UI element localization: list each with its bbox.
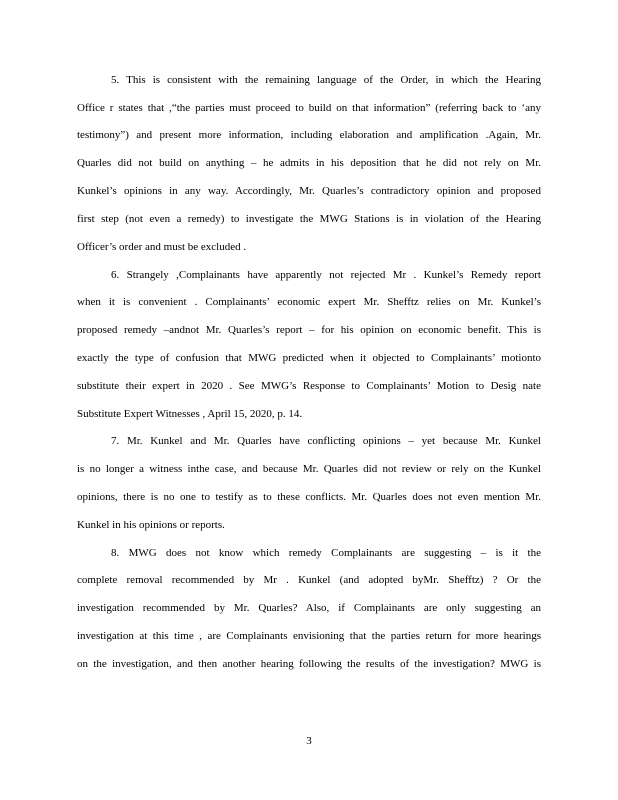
paragraph-line: Office r states that ,“the parties must proceed to build on that information” (referring back to ‘any	[77, 102, 541, 114]
paragraph-line: 8. MWG does not know which remedy Complainants are suggesting – is it the	[111, 547, 541, 559]
paragraph-line: testimony”) and present more information, including elaboration and amplification .Again, Mr.	[77, 129, 541, 141]
paragraph-line: when it is convenient . Complainants’ economic expert Mr. Shefftz relies on Mr. Kunkel’s	[77, 296, 541, 308]
paragraph-line: opinions, there is no one to testify as to these conflicts. Mr. Quarles does not even mention Mr.	[77, 491, 541, 503]
paragraph-line: investigation at this time , are Complainants envisioning that the parties return for more hearings	[77, 630, 541, 642]
paragraph-line: 7. Mr. Kunkel and Mr. Quarles have conflicting opinions – yet because Mr. Kunkel	[111, 435, 541, 447]
paragraph-line: investigation recommended by Mr. Quarles? Also, if Complainants are only suggesting an	[77, 602, 541, 614]
paragraph-line: proposed remedy –andnot Mr. Quarles’s report – for his opinion on economic benefit. This is	[77, 324, 541, 336]
paragraph-line: Kunkel in his opinions or reports.	[77, 519, 225, 531]
paragraph-line: 5. This is consistent with the remaining language of the Order, in which the Hearing	[111, 74, 541, 86]
paragraph-line: substitute their expert in 2020 . See MWG’s Response to Complainants’ Motion to Desig nate	[77, 380, 541, 392]
paragraph-line: first step (not even a remedy) to investigate the MWG Stations is in violation of the Hearing	[77, 213, 541, 225]
paragraph-line: Substitute Expert Witnesses , April 15, 2020, p. 14.	[77, 408, 303, 420]
paragraph-line: Kunkel’s opinions in any way. Accordingly, Mr. Quarles’s contradictory opinion and proposed	[77, 185, 541, 197]
paragraph-line: exactly the type of confusion that MWG predicted when it objected to Complainants’ motionto	[77, 352, 541, 364]
paragraph-line: Officer’s order and must be excluded .	[77, 241, 247, 253]
paragraph-line: 6. Strangely ,Complainants have apparently not rejected Mr . Kunkel’s Remedy report	[111, 269, 541, 281]
paragraph-line: is no longer a witness inthe case, and because Mr. Quarles did not review or rely on the Kunkel	[77, 463, 541, 475]
paragraph-line: complete removal recommended by Mr . Kunkel (and adopted byMr. Shefftz) ? Or the	[77, 574, 541, 586]
page-number: 3	[306, 735, 312, 747]
paragraph-line: Quarles did not build on anything – he admits in his deposition that he did not rely on Mr.	[77, 157, 541, 169]
paragraph-line: on the investigation, and then another hearing following the results of the investigation? MWG is	[77, 658, 541, 670]
